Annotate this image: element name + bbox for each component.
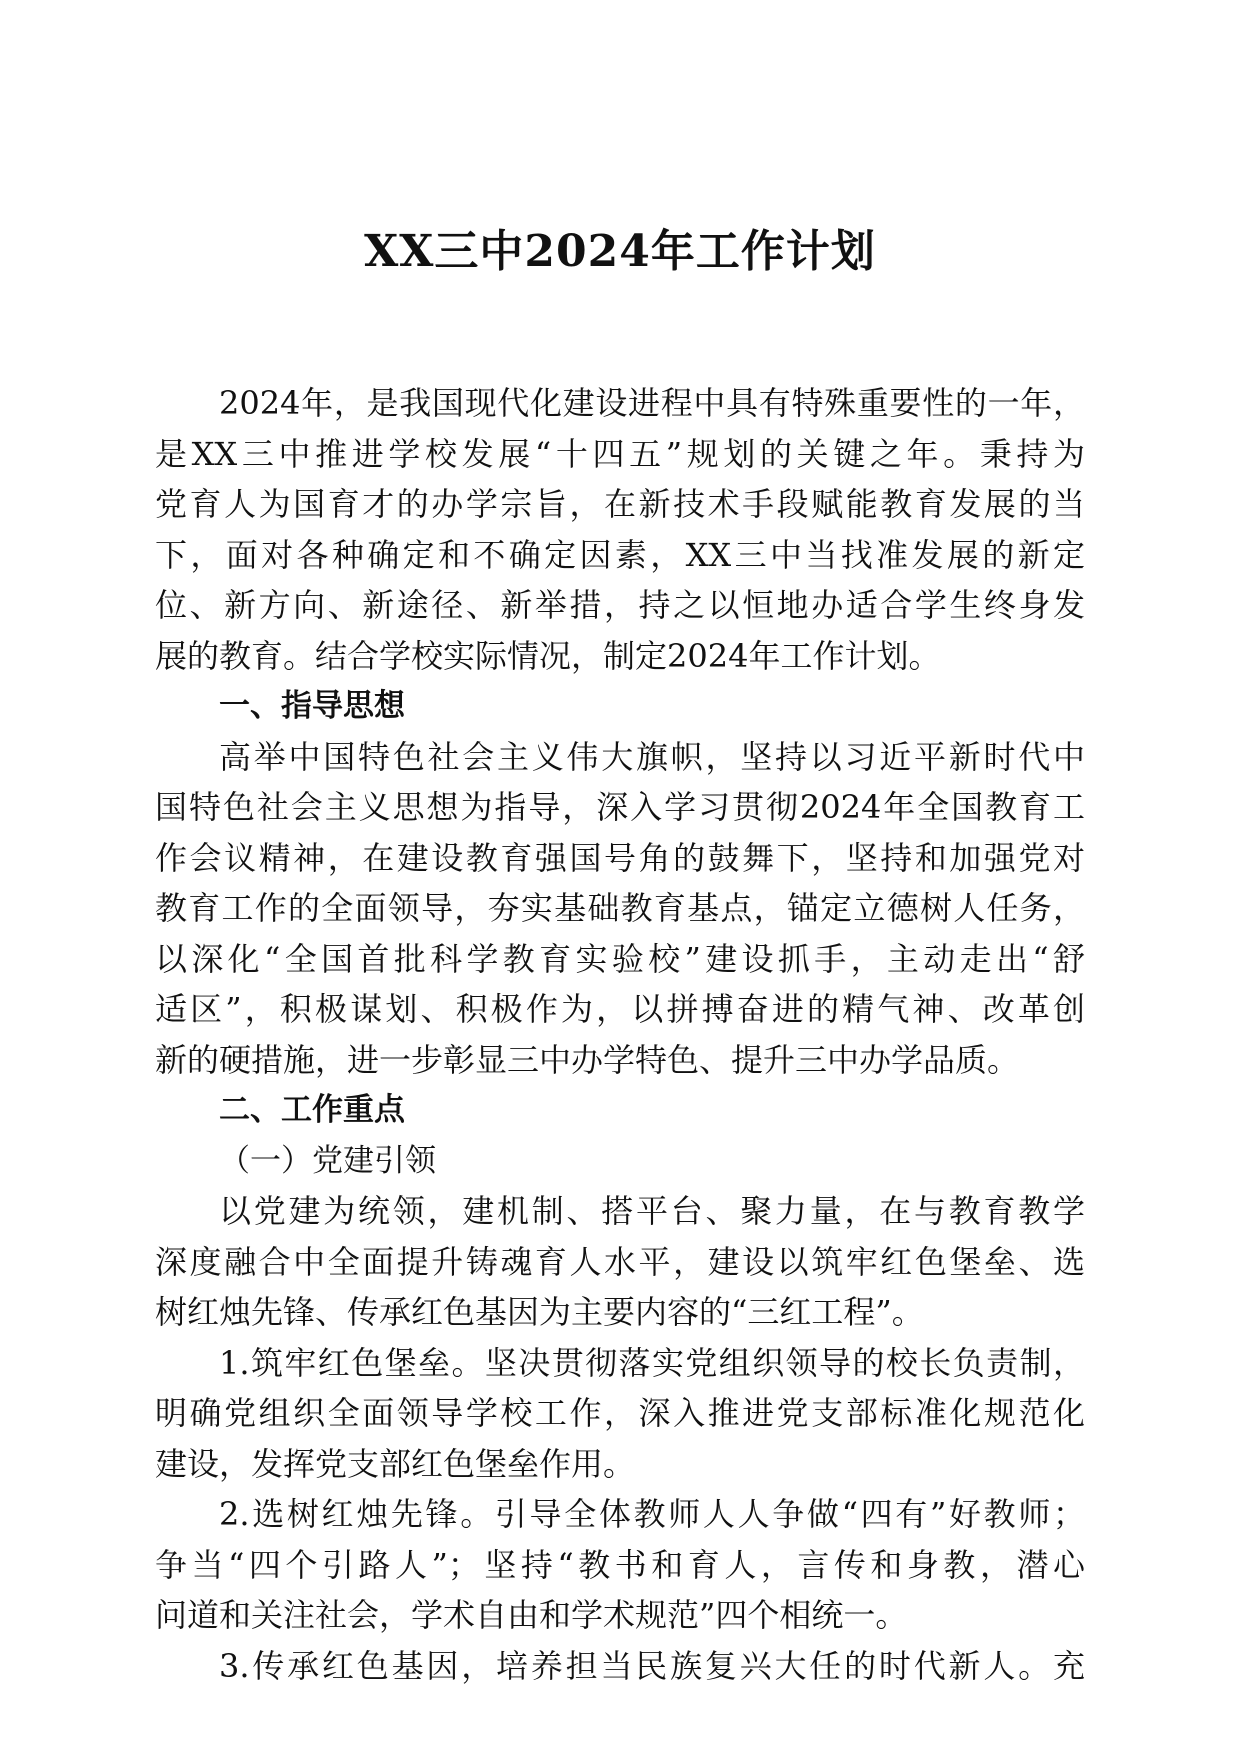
paragraph-line: 适区”，积极谋划、积极作为，以拼搏奋进的精气神、改革创 [155,990,1085,1028]
paragraph-line: 建设，发挥党支部红色堡垒作用。 [155,1444,636,1483]
section-heading: 二、工作重点 [219,1092,405,1128]
paragraph-line: 是XX三中推进学校发展“十四五”规划的关键之年。秉持为 [155,434,1085,473]
paragraph-line: 3.传承红色基因，培养担当民族复兴大任的时代新人。充 [219,1646,1085,1685]
paragraph-line: 国特色社会主义思想为指导，深入学习贯彻2024年全国教育工 [155,788,1085,826]
paragraph-line: 2.选树红烛先锋。引导全体教师人人争做“四有”好教师； [219,1495,1085,1533]
paragraph-line: 1.筑牢红色堡垒。坚决贯彻落实党组织领导的校长负责制， [219,1343,1085,1382]
paragraph-line: 以深化“全国首批科学教育实验校”建设抓手，主动走出“舒 [155,939,1085,978]
paragraph-line: 党育人为国育才的办学宗旨，在新技术手段赋能教育发展的当 [155,485,1085,523]
paragraph-line: 新的硬措施，进一步彰显三中办学特色、提升三中办学品质。 [155,1040,1020,1079]
paragraph-line: 高举中国特色社会主义伟大旗帜，坚持以习近平新时代中 [219,737,1085,776]
paragraph-line: 以党建为统领，建机制、搭平台、聚力量，在与教育教学 [219,1192,1085,1230]
paragraph-line: 教育工作的全面领导，夯实基础教育基点，锚定立德树人任务， [155,889,1085,927]
paragraph-line: 位、新方向、新途径、新举措，持之以恒地办适合学生终身发 [155,586,1085,624]
document-title: XX三中2024年工作计划 [364,226,876,277]
document-body [155,378,1085,1691]
paragraph-line: 下，面对各种确定和不确定因素，XX三中当找准发展的新定 [155,535,1085,574]
paragraph-line: 作会议精神，在建设教育强国号角的鼓舞下，坚持和加强党对 [155,838,1085,877]
section-heading: 一、指导思想 [219,688,405,724]
paragraph-line: 明确党组织全面领导学校工作，深入推进党支部标准化规范化 [155,1394,1085,1432]
paragraph-line: 展的教育。结合学校实际情况，制定2024年工作计划。 [155,636,941,675]
paragraph-line: 问道和关注社会，学术自由和学术规范”四个相统一。 [155,1596,908,1634]
paragraph-line: 争当“四个引路人”；坚持“教书和育人，言传和身教，潜心 [155,1545,1085,1584]
paragraph-line: 2024年，是我国现代化建设进程中具有特殊重要性的一年， [219,384,1085,422]
subsection-heading: （一）党建引领 [219,1142,436,1179]
paragraph-line: 深度融合中全面提升铸魂育人水平，建设以筑牢红色堡垒、选 [155,1242,1085,1281]
paragraph-line: 树红烛先锋、传承红色基因为主要内容的“三红工程”。 [155,1293,924,1331]
